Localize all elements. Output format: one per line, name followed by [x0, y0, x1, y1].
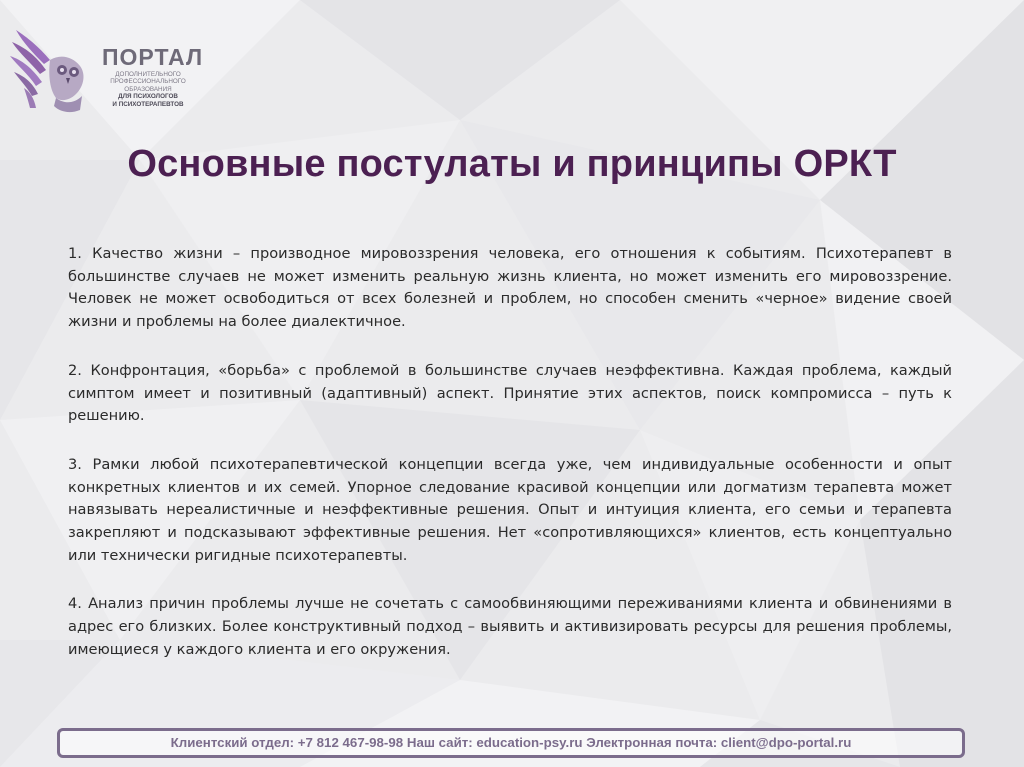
logo-subtitle-line: ОБРАЗОВАНИЯ [124, 85, 172, 93]
principle-paragraph-3: 3. Рамки любой психотерапевтической концепции всегда уже, чем индивидуальные особенности и опыт конкретных клиентов и их семей. Упорное следование красивой концепции или догматизм терапевта может навязывать нереалистичные и неэффективные решения. Опыт и интуиция клиента, его семьи и терапевта закрепляют и подсказывают эффективные решения. Нет «сопротивляющихся» клиентов, есть концептуально или технически ригидные психотерапевты. [68, 455, 952, 564]
slide-body [68, 243, 952, 688]
logo-subtitle-line: ДОПОЛНИТЕЛЬНОГО [115, 71, 181, 78]
principle-paragraph-2: 2. Конфронтация, «борьба» с проблемой в большинстве случаев неэффективна. Каждая проблема, каждый симптом имеет и позитивный (адаптивный) аспект. Принятие этих аспектов, поиск компромисса – путь к решению. [68, 361, 952, 425]
principle-paragraph-4: 4. Анализ причин проблемы лучше не сочетать с самообвиняющими переживаниями клиента и обвинениями в адрес его близких. Более конструктивный подход – выявить и активизировать ресурсы для решения проблемы, имеющиеся у каждого клиента и его окружения. [68, 595, 952, 658]
principle-paragraph-1: 1. Качество жизни – производное мировоззрения человека, его отношения к событиям. Психотерапевт в большинстве случаев не может изменить реальную жизнь клиента, но может изменить его мировоззрение. Человек не может освободиться от всех болезней и проблем, но способен сменить «черное» видение своей жизни и проблемы на более диалектичное. [68, 245, 952, 331]
logo-subtitle-line: ДЛЯ ПСИХОЛОГОВ [118, 93, 178, 101]
slide-title: Основные постулаты и принципы ОРКТ [127, 143, 897, 185]
logo-subtitle-line: ПРОФЕССИОНАЛЬНОГО [110, 78, 186, 86]
contact-footer: Клиентский отдел: +7 812 467-98-98 Наш сайт: education-psy.ru Электронная почта: client@dpo-portal.ru [57, 728, 965, 758]
logo-subtitle [106, 71, 190, 108]
logo-subtitle-line: И ПСИХОТЕРАПЕВТОВ [112, 100, 184, 108]
logo-title: ПОРТАЛ [102, 44, 204, 70]
winged-owl-logo-icon [10, 20, 94, 116]
portal-logo [10, 20, 204, 120]
